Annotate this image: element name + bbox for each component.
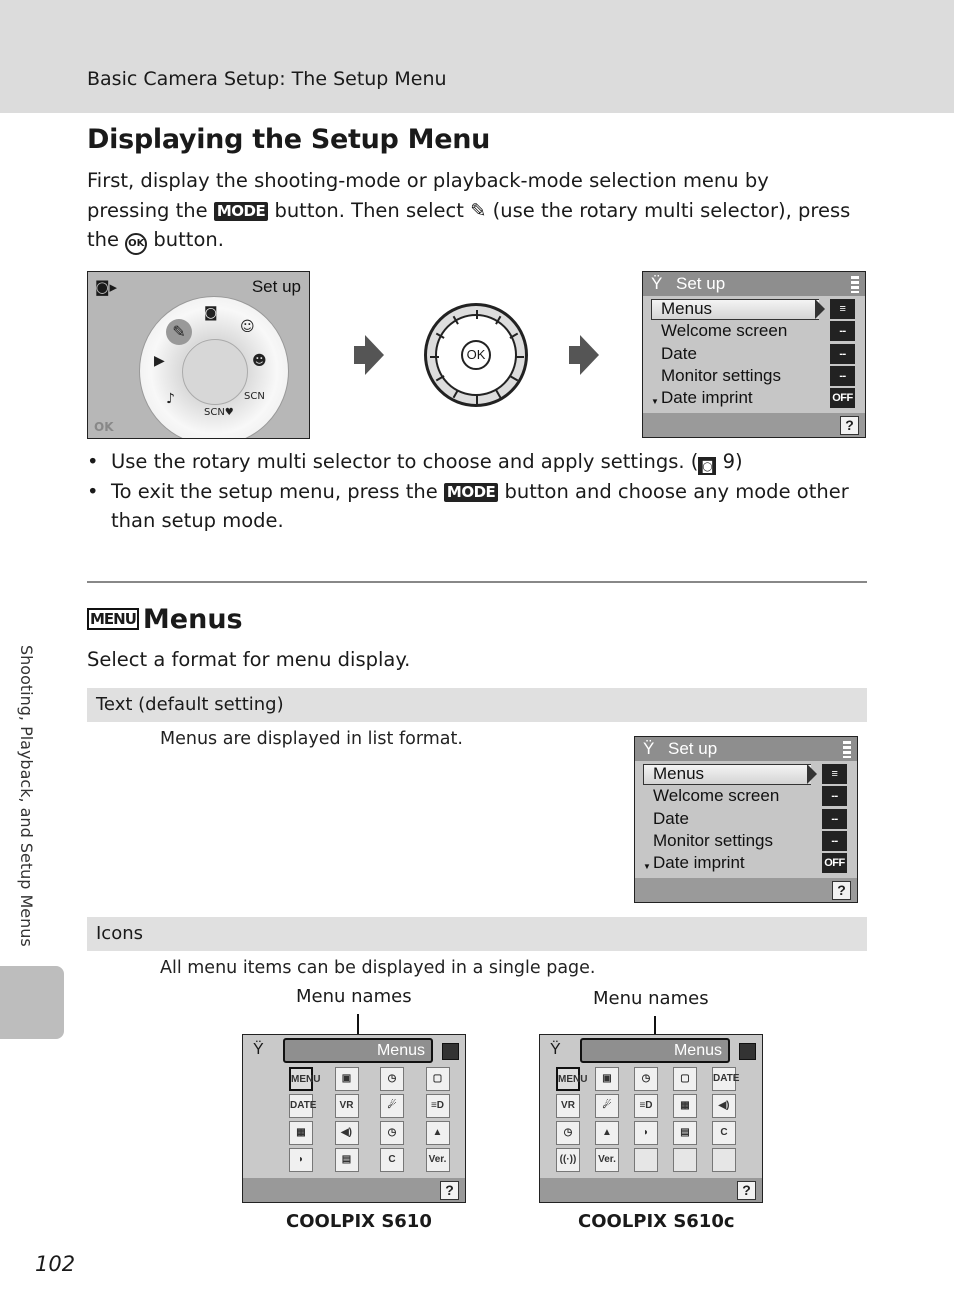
value-icon: -- xyxy=(830,366,855,386)
section-divider xyxy=(87,581,867,583)
menu-row-date-imprint xyxy=(635,852,857,874)
icon-format-icon xyxy=(739,1043,756,1060)
menu-item-icon: ▤ xyxy=(335,1148,359,1172)
menu-item-icon: ◷ xyxy=(634,1067,658,1091)
menu-item-icon: ◀) xyxy=(712,1094,736,1118)
mode-button-icon: MODE xyxy=(214,202,268,221)
chapter-tab xyxy=(0,966,64,1039)
lcd-header-label: Set up xyxy=(676,274,726,293)
option-text-band: Text (default setting) xyxy=(87,688,867,722)
menu-item-icon: C xyxy=(380,1148,404,1172)
smile-mode-icon: ☻ xyxy=(252,353,267,369)
intro-text-2: button. Then select xyxy=(274,198,464,222)
menu-item-icon: ≡D xyxy=(426,1094,450,1118)
lcd-footer xyxy=(635,878,857,902)
wrench-icon: Ÿ xyxy=(253,1041,264,1058)
model-label-s610: COOLPIX S610 xyxy=(286,1211,432,1232)
menu-item-icon: ▲ xyxy=(595,1121,619,1145)
menu-item-icon: Ver. xyxy=(426,1148,450,1172)
bullet-list xyxy=(87,447,857,536)
voice-recording-icon: ♪ xyxy=(166,391,175,407)
menu-row-label: Welcome screen xyxy=(661,321,788,341)
empty-icon-slot xyxy=(712,1148,736,1172)
option-icons-desc: All menu items can be displayed in a single page. xyxy=(160,958,596,978)
menu-item-icon: DATE xyxy=(712,1067,736,1091)
menu-item-icon: C xyxy=(712,1121,736,1145)
menu-row-welcome xyxy=(635,785,857,807)
menu-item-icon: ▣ xyxy=(595,1067,619,1091)
page-title: Displaying the Setup Menu xyxy=(87,124,491,155)
icon-format-icon xyxy=(442,1043,459,1060)
page-ref-icon: ◙ xyxy=(698,457,716,475)
menu-item-icon: DATE xyxy=(289,1094,313,1118)
chapter-tab-text: Shooting, Playback, and Setup Menus xyxy=(17,645,36,947)
text-format-screen xyxy=(634,736,858,903)
menu-row-label: Date imprint xyxy=(653,853,745,873)
movie-mode-icon: ▶ xyxy=(154,353,165,369)
face-priority-icon: ☺ xyxy=(240,319,255,335)
menu-row-label: Monitor settings xyxy=(653,830,773,850)
menus-description: Select a format for menu display. xyxy=(87,648,411,671)
bullet-item xyxy=(87,447,857,477)
rotary-tick xyxy=(509,375,518,381)
lcd-footer xyxy=(243,1178,465,1202)
menu-row-monitor xyxy=(635,830,857,852)
menu-row-date-imprint xyxy=(643,387,865,409)
bullet-text: Use the rotary multi selector to choose and apply settings. ( xyxy=(111,450,699,473)
menu-item-icon: ☄ xyxy=(595,1094,619,1118)
auto-mode-icon: ◙ xyxy=(204,305,218,321)
intro-paragraph xyxy=(87,166,857,255)
step-arrow-1 xyxy=(365,335,384,375)
dial-screen-label: Set up xyxy=(251,277,301,296)
option-text-desc: Menus are displayed in list format. xyxy=(160,729,463,749)
menu-row-menus xyxy=(643,298,865,320)
option-icons-band: Icons xyxy=(87,917,867,951)
menu-item-icon: ≡D xyxy=(634,1094,658,1118)
help-icon: ? xyxy=(737,1181,756,1200)
bullet-text: To exit the setup menu, press the xyxy=(111,479,438,503)
value-icon: -- xyxy=(822,786,847,806)
empty-icon-slot xyxy=(673,1148,697,1172)
bullet-text: button and choose any mode other than setup mode. xyxy=(111,479,849,532)
menu-item-icon: ((·)) xyxy=(556,1148,580,1172)
scroll-indicator xyxy=(843,741,851,758)
menu-item-icon: VR xyxy=(556,1094,580,1118)
help-icon: ? xyxy=(440,1181,459,1200)
more-down-icon: ▼ xyxy=(643,862,651,872)
menu-row-label: Menus xyxy=(661,299,713,318)
menu-names-callout: Menu names xyxy=(593,988,709,1009)
menu-item-icon: ▦ xyxy=(289,1121,313,1145)
dial-center xyxy=(182,339,248,405)
menu-row-label: Date xyxy=(653,808,689,828)
menu-row-label: Welcome screen xyxy=(653,786,780,806)
scroll-indicator xyxy=(851,276,859,293)
setup-menu-list xyxy=(635,763,857,874)
callout-line xyxy=(357,1014,359,1036)
bullet-item xyxy=(87,477,857,536)
icon-screen-header xyxy=(540,1035,762,1065)
menu-item-icon: ▦ xyxy=(673,1094,697,1118)
bullet-ref: 9) xyxy=(722,450,743,473)
wrench-icon: Ÿ xyxy=(550,1041,561,1058)
rotary-tick xyxy=(453,389,459,398)
ok-button: OK xyxy=(461,340,491,370)
lcd-header xyxy=(643,272,865,296)
menu-item-icon: ☄ xyxy=(380,1094,404,1118)
help-icon: ? xyxy=(840,416,859,435)
ok-button-icon: OK xyxy=(125,233,147,255)
callout-line xyxy=(654,1016,656,1036)
off-icon: OFF xyxy=(822,853,847,873)
menu-row-label: Date xyxy=(661,343,697,363)
menu-item-icon: ◷ xyxy=(556,1121,580,1145)
menu-name-bar: Menus xyxy=(283,1038,433,1063)
ok-corner-icon: OK xyxy=(94,420,114,434)
menus-icon-selected: MENU xyxy=(289,1067,313,1091)
value-icon: -- xyxy=(830,321,855,341)
section-header: Basic Camera Setup: The Setup Menu xyxy=(87,68,447,90)
auto-scene-icon: SCN♥ xyxy=(204,407,234,418)
intro-text-4: button. xyxy=(153,228,224,251)
setup-menu-list xyxy=(643,298,865,409)
intro-text-1: First, display the shooting-mode or playback-mode selection menu by pressing the xyxy=(87,169,769,222)
mode-button-icon: MODE xyxy=(444,483,498,502)
icon-screen-s610 xyxy=(242,1034,466,1203)
value-icon: -- xyxy=(830,344,855,364)
lcd-header xyxy=(635,737,857,761)
camera-icon: ◙▸ xyxy=(95,278,118,296)
menu-item-icon: ▢ xyxy=(426,1067,450,1091)
menu-row-welcome xyxy=(643,320,865,342)
step-arrow-2 xyxy=(580,335,599,375)
wrench-icon: Ÿ xyxy=(651,274,663,293)
rotary-tick xyxy=(476,310,478,319)
rotary-tick xyxy=(476,395,478,404)
menu-item-icon: ◷ xyxy=(380,1067,404,1091)
model-label-s610c: COOLPIX S610c xyxy=(578,1211,735,1232)
menu-item-icon: VR xyxy=(335,1094,359,1118)
menu-item-icon: ▢ xyxy=(673,1067,697,1091)
menu-row-date xyxy=(635,808,857,830)
wrench-icon: Ÿ xyxy=(643,739,655,758)
scene-mode-icon: SCN xyxy=(244,391,265,402)
lcd-header-label: Set up xyxy=(668,739,718,758)
setup-mode-icon: ✎ xyxy=(166,319,192,345)
list-format-icon: ≡ xyxy=(822,764,847,784)
menu-names-callout: Menu names xyxy=(296,986,412,1007)
intro-text-3: (use the rotary multi selector), press the xyxy=(87,198,851,251)
menu-item-icon: ▣ xyxy=(335,1067,359,1091)
menus-heading-text: Menus xyxy=(142,604,243,635)
menu-item-icon: ◷ xyxy=(380,1121,404,1145)
mode-selection-screen xyxy=(87,271,310,439)
menu-item-icon: ▲ xyxy=(426,1121,450,1145)
mode-dial xyxy=(139,296,289,439)
selection-arrow xyxy=(807,764,817,784)
icon-screen-header xyxy=(243,1035,465,1065)
menu-row-menus xyxy=(635,763,857,785)
icon-screen-s610c xyxy=(539,1034,763,1203)
menu-row-label: Monitor settings xyxy=(661,365,781,385)
menus-heading xyxy=(87,604,243,635)
menu-item-icon: Ver. xyxy=(595,1148,619,1172)
help-icon: ? xyxy=(832,881,851,900)
rotary-tick xyxy=(515,356,524,358)
setup-wrench-icon: ✎ xyxy=(470,198,487,222)
off-icon: OFF xyxy=(830,388,855,408)
rotary-tick xyxy=(495,389,501,398)
page-number: 102 xyxy=(35,1252,76,1276)
menu-row-label: Menus xyxy=(653,764,705,783)
more-down-icon: ▼ xyxy=(651,397,659,407)
menu-row-date xyxy=(643,343,865,365)
header-band xyxy=(0,0,954,113)
menu-item-icon: ◗ xyxy=(634,1121,658,1145)
menu-row-monitor xyxy=(643,365,865,387)
menu-icon: MENU xyxy=(87,608,139,630)
menu-name-bar: Menus xyxy=(580,1038,730,1063)
rotary-multi-selector xyxy=(424,303,528,407)
menu-item-icon: ◀) xyxy=(335,1121,359,1145)
list-format-icon: ≡ xyxy=(830,299,855,319)
menu-item-icon: ▤ xyxy=(673,1121,697,1145)
menu-row-label: Date imprint xyxy=(661,388,753,408)
menu-item-icon: ◗ xyxy=(289,1148,313,1172)
value-icon: -- xyxy=(822,831,847,851)
rotary-tick xyxy=(430,356,439,358)
lcd-footer xyxy=(643,413,865,437)
setup-menu-screen xyxy=(642,271,866,438)
lcd-footer xyxy=(540,1178,762,1202)
selection-arrow xyxy=(815,299,825,319)
empty-icon-slot xyxy=(634,1148,658,1172)
menus-icon-selected: MENU xyxy=(556,1067,580,1091)
value-icon: -- xyxy=(822,809,847,829)
